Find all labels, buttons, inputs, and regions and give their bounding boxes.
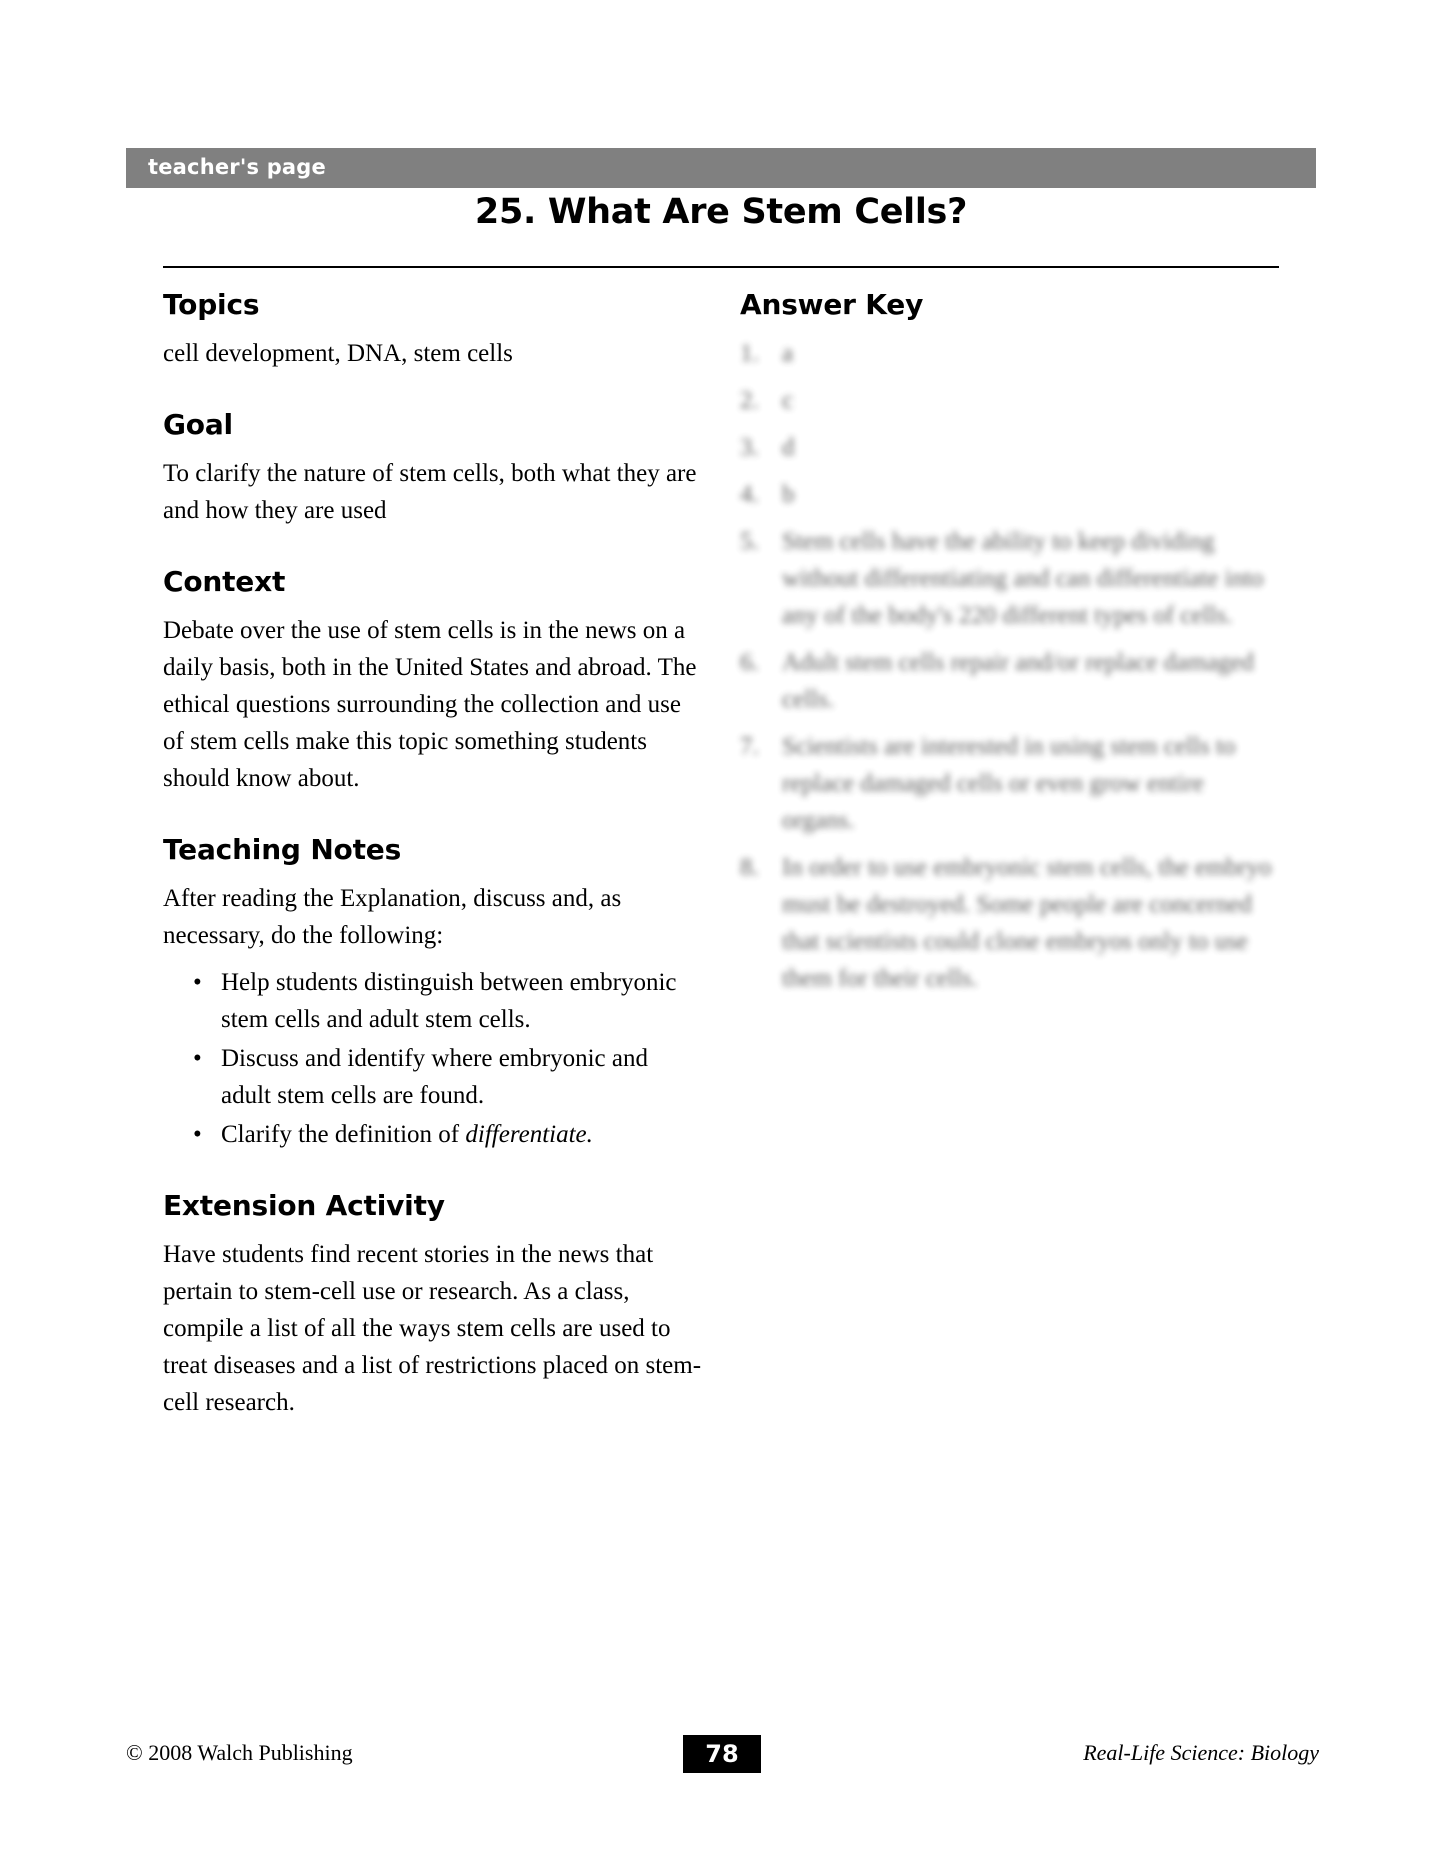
- bullet-text-italic: differentiate.: [465, 1121, 593, 1148]
- answer-text: b: [782, 481, 795, 508]
- teacher-page-label: teacher's page: [148, 155, 326, 179]
- answer-number: 3.: [740, 434, 759, 461]
- answer-key-heading: Answer Key: [740, 288, 924, 321]
- footer-copyright: © 2008 Walch Publishing: [126, 1740, 353, 1765]
- list-item: • Help students distinguish between embryonic stem cells and adult stem cells.: [221, 964, 703, 1038]
- list-item: [740, 644, 1280, 718]
- answer-number: 6.: [740, 649, 759, 676]
- topics-text: cell development, DNA, stem cells: [163, 340, 513, 367]
- list-item: [740, 728, 1280, 839]
- title-divider: [163, 266, 1279, 268]
- context-heading: Context: [163, 565, 286, 598]
- extension-activity-heading: Extension Activity: [163, 1189, 445, 1222]
- goal-heading: Goal: [163, 408, 233, 441]
- footer-source: Real-Life Science: Biology: [1083, 1740, 1319, 1765]
- list-item: [221, 1116, 703, 1153]
- list-item: [740, 476, 1280, 513]
- right-column: [740, 288, 1280, 1007]
- goal-text: To clarify the nature of stem cells, both what they are and how they are used: [163, 460, 697, 524]
- page-title: 25. What Are Stem Cells?: [474, 192, 968, 232]
- list-item: [740, 429, 1280, 466]
- bullet-text-prefix: Clarify the definition of: [221, 1121, 466, 1148]
- teaching-notes-bullets: [163, 964, 703, 1153]
- answer-text: c: [782, 387, 794, 414]
- teaching-notes-heading: Teaching Notes: [163, 833, 402, 866]
- answer-text: d: [782, 434, 795, 461]
- list-item: [740, 382, 1280, 419]
- topics-heading: Topics: [163, 288, 260, 321]
- answer-number: 8.: [740, 854, 759, 881]
- context-text: Debate over the use of stem cells is in the news on a daily basis, both in the United States and abroad. The ethical questions surrounding the collection and use of stem cells make this topic something students should know about.: [163, 617, 697, 792]
- answer-number: 4.: [740, 481, 759, 508]
- answer-text: a: [782, 340, 794, 367]
- list-item: [740, 335, 1280, 372]
- answer-number: 1.: [740, 340, 759, 367]
- answer-text: Scientists are interested in using stem cells to replace damaged cells or even grow entire organs.: [782, 733, 1236, 834]
- answer-key-list: [740, 335, 1280, 997]
- list-item: [740, 523, 1280, 634]
- list-item: [740, 849, 1280, 997]
- answer-number: 7.: [740, 733, 759, 760]
- teaching-notes-intro: After reading the Explanation, discuss and, as necessary, do the following:: [163, 885, 622, 949]
- answer-number: 2.: [740, 387, 759, 414]
- answer-text: In order to use embryonic stem cells, the embryo must be destroyed. Some people are concerned that scientists could clone embryos only to use them for their cells.: [782, 854, 1272, 992]
- answer-text: Adult stem cells repair and/or replace damaged cells.: [782, 649, 1255, 713]
- answer-text: Stem cells have the ability to keep dividing without differentiating and can differentiate into any of the body's 220 different types of cells.: [782, 528, 1264, 629]
- left-column: [163, 288, 703, 1421]
- list-item: • Discuss and identify where embryonic and adult stem cells are found.: [221, 1040, 703, 1114]
- page-number-badge: 78: [683, 1735, 761, 1773]
- extension-activity-text: Have students find recent stories in the news that pertain to stem-cell use or research. As a class, compile a list of all the ways stem cells are used to treat diseases and a list of restrictions placed on stem-cell research.: [163, 1241, 702, 1416]
- answer-number: 5.: [740, 528, 759, 555]
